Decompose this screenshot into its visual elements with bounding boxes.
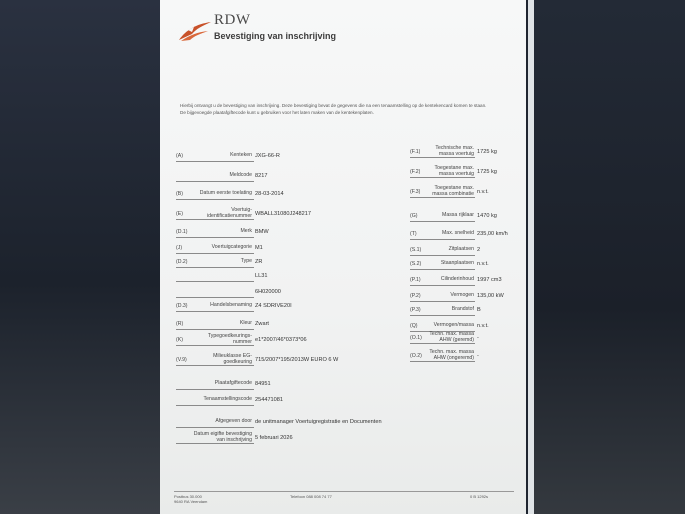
field-underline bbox=[410, 197, 475, 198]
right-field-row bbox=[410, 274, 520, 286]
field-label: Kleur bbox=[239, 320, 252, 327]
field-value: 235,00 km/h bbox=[477, 231, 508, 237]
intro-text bbox=[180, 102, 520, 116]
field-value: B bbox=[477, 307, 481, 313]
field-underline bbox=[410, 301, 475, 302]
field-underline bbox=[176, 199, 254, 200]
field-value: Zwart bbox=[255, 321, 269, 327]
field-value: 84951 bbox=[255, 381, 271, 387]
field-underline bbox=[176, 427, 254, 428]
field-underline bbox=[176, 253, 254, 254]
field-value: 1725 kg bbox=[477, 149, 497, 155]
field-label: Toegestane max. massa combinatie bbox=[432, 185, 474, 197]
right-field-row bbox=[410, 166, 520, 178]
right-field-row bbox=[410, 228, 520, 240]
field-underline bbox=[410, 361, 475, 362]
field-label: Techn. max. massa AHW (ongeremd) bbox=[429, 349, 474, 361]
field-code: (P.2) bbox=[410, 293, 421, 299]
field-label: Techn. max. massa AHW (geremd) bbox=[429, 331, 474, 343]
field-label: Technische max. massa voertuig bbox=[435, 145, 474, 157]
field-underline bbox=[176, 311, 254, 312]
field-underline bbox=[410, 285, 475, 286]
field-underline bbox=[410, 343, 475, 344]
footer-address-line: Postbus 30.000 bbox=[174, 494, 202, 499]
left-field-row bbox=[176, 416, 382, 428]
field-value: 6H020000 bbox=[255, 289, 281, 295]
intro-line: Hierbij ontvangt u de bevestiging van inschrijving. Deze bevestiging bevat de gegevens die na een tenaamstelling op de kentekencard komen te staan. bbox=[180, 103, 487, 108]
intro-line: De bijgevoegde plaatafgiftecode kunt u gebruiken voor het laten maken van de kentekenplaten. bbox=[180, 110, 374, 115]
desk-background-left bbox=[0, 0, 160, 514]
left-field-row bbox=[176, 256, 336, 268]
field-value: 715/2007*195/2013W EURO 6 W bbox=[255, 357, 339, 363]
left-field-row bbox=[176, 432, 336, 444]
field-value: - bbox=[477, 353, 479, 359]
field-value: JXG-66-R bbox=[255, 153, 280, 159]
right-field-row bbox=[410, 290, 520, 302]
left-field-row bbox=[176, 378, 336, 390]
field-code: (S.1) bbox=[410, 247, 422, 253]
right-field-row bbox=[410, 320, 520, 332]
field-underline bbox=[176, 405, 254, 406]
field-code: (B) bbox=[176, 191, 183, 197]
field-label: Staanplaatsen bbox=[440, 260, 474, 267]
field-underline bbox=[176, 297, 254, 298]
field-underline bbox=[410, 221, 475, 222]
field-label: Datum eigifte bevestiging van inschrijving bbox=[193, 431, 252, 443]
left-field-row bbox=[176, 188, 336, 200]
field-underline bbox=[176, 219, 254, 220]
rdw-logo-icon bbox=[178, 20, 212, 42]
field-label: Handelsbenaming bbox=[210, 302, 252, 309]
field-label: Typegoedkeurings-nummer bbox=[207, 333, 252, 345]
desk-background-right bbox=[528, 0, 685, 514]
field-label: Voertuigcategorie bbox=[211, 244, 252, 251]
left-field-row bbox=[176, 286, 336, 298]
field-value: n.v.t. bbox=[477, 261, 489, 267]
field-label: Afgegeven door bbox=[215, 418, 252, 425]
field-code: (D.1) bbox=[176, 229, 188, 235]
field-value: n.v.t. bbox=[477, 189, 489, 195]
footer-phone: Telefoon 088 008 74 77 bbox=[290, 494, 332, 499]
field-label: Kenteken bbox=[230, 152, 252, 159]
field-underline bbox=[410, 177, 475, 178]
field-code: (D.3) bbox=[176, 303, 188, 309]
field-label: Vermogen bbox=[450, 292, 474, 299]
field-underline bbox=[176, 443, 254, 444]
field-value: 2 bbox=[477, 247, 481, 253]
right-field-row bbox=[410, 186, 520, 198]
footer-divider bbox=[174, 491, 514, 492]
field-code: (F.3) bbox=[410, 189, 421, 195]
right-field-row bbox=[410, 146, 520, 158]
left-field-row bbox=[176, 300, 336, 312]
field-value: e1*2007/46*0373*06 bbox=[255, 337, 307, 343]
field-label: Max. snelheid bbox=[441, 230, 474, 237]
field-code: (G) bbox=[410, 213, 418, 219]
field-value: ZR bbox=[255, 259, 263, 265]
right-field-row bbox=[410, 304, 520, 316]
left-field-row bbox=[176, 318, 336, 330]
left-field-row bbox=[176, 353, 339, 366]
field-code: (E) bbox=[176, 211, 183, 217]
field-code: (O.2) bbox=[410, 353, 422, 359]
field-label: Vermogen/massa bbox=[433, 322, 474, 329]
field-underline bbox=[410, 255, 475, 256]
field-value: 5 februari 2026 bbox=[255, 435, 293, 441]
field-label: Cilinderinhoud bbox=[440, 276, 474, 283]
field-label: Type bbox=[240, 258, 252, 265]
field-value: M1 bbox=[255, 245, 263, 251]
field-label: Meldcode bbox=[229, 172, 252, 179]
field-label: Zitplaatsen bbox=[448, 246, 474, 253]
field-code: (F.2) bbox=[410, 169, 421, 175]
left-field-row bbox=[176, 170, 336, 182]
field-code: (O.1) bbox=[410, 335, 422, 341]
field-underline bbox=[176, 161, 254, 162]
field-value: 8217 bbox=[255, 173, 268, 179]
left-field-row bbox=[176, 208, 336, 220]
field-code: (D.2) bbox=[176, 259, 188, 265]
field-value: 135,00 kW bbox=[477, 293, 504, 299]
field-underline bbox=[176, 281, 254, 282]
field-label: Milieuklasse EG-goedkeuring bbox=[213, 353, 252, 365]
field-code: (R) bbox=[176, 321, 184, 327]
field-underline bbox=[410, 269, 475, 270]
field-underline bbox=[410, 239, 475, 240]
left-field-row bbox=[176, 334, 336, 346]
left-field-row bbox=[176, 394, 336, 406]
brand-name: RDW bbox=[214, 12, 251, 28]
field-code: (S.2) bbox=[410, 261, 422, 267]
field-underline bbox=[176, 329, 254, 330]
field-value: 28-03-2014 bbox=[255, 191, 284, 197]
field-code: (Q) bbox=[410, 323, 418, 329]
footer-reference: 0 B 1292s bbox=[470, 494, 489, 499]
right-field-row bbox=[410, 258, 520, 270]
field-underline bbox=[176, 181, 254, 182]
left-field-row bbox=[176, 270, 336, 282]
field-underline bbox=[410, 157, 475, 158]
field-code: (V.9) bbox=[176, 357, 187, 363]
field-label: Plaatafgiftecode bbox=[214, 380, 252, 387]
left-field-row bbox=[176, 150, 336, 162]
field-label: Toegestane max. massa voertuig bbox=[434, 165, 474, 177]
field-label: Voertuig-identificatienummer bbox=[207, 207, 252, 219]
field-underline bbox=[176, 237, 254, 238]
field-underline bbox=[176, 267, 254, 268]
document-title: Bevestiging van inschrijving bbox=[214, 31, 337, 41]
field-underline bbox=[176, 365, 254, 366]
field-value: n.v.t. bbox=[477, 323, 489, 329]
field-value: 1470 kg bbox=[477, 213, 497, 219]
field-value: Z4 SDRIVE20I bbox=[255, 303, 292, 309]
field-value: 254471081 bbox=[255, 397, 283, 403]
field-underline bbox=[176, 389, 254, 390]
registration-document bbox=[160, 0, 526, 514]
field-value: LL31 bbox=[255, 273, 268, 279]
field-code: (A) bbox=[176, 153, 183, 159]
field-code: (J) bbox=[176, 245, 183, 251]
field-value: 1997 cm3 bbox=[477, 277, 502, 283]
field-value: 1725 kg bbox=[477, 169, 497, 175]
left-field-row bbox=[176, 242, 336, 254]
field-label: Merk bbox=[240, 228, 252, 235]
footer-address-line: 9640 RA Veendam bbox=[174, 499, 208, 504]
field-underline bbox=[410, 315, 475, 316]
field-label: Massa rijklaar bbox=[442, 212, 474, 219]
right-field-row bbox=[410, 332, 520, 344]
field-code: (K) bbox=[176, 337, 183, 343]
field-code: (P.3) bbox=[410, 307, 421, 313]
field-code: (F.1) bbox=[410, 149, 421, 155]
field-value: BMW bbox=[255, 229, 269, 235]
field-value: WBALL31080J248217 bbox=[255, 211, 311, 217]
field-label: Datum eerste toelating bbox=[199, 190, 252, 197]
field-underline bbox=[176, 345, 254, 346]
field-label: Tenaamstellingscode bbox=[203, 396, 252, 403]
right-field-row bbox=[410, 210, 520, 222]
field-value: de unitmanager Voertuigregistratie en Documenten bbox=[255, 419, 382, 425]
field-label: Brandstof bbox=[451, 306, 474, 313]
field-value: - bbox=[477, 335, 479, 341]
field-code: (T) bbox=[410, 231, 417, 237]
right-field-row bbox=[410, 350, 520, 362]
field-code: (P.1) bbox=[410, 277, 421, 283]
right-field-row bbox=[410, 244, 520, 256]
left-field-row bbox=[176, 226, 336, 238]
